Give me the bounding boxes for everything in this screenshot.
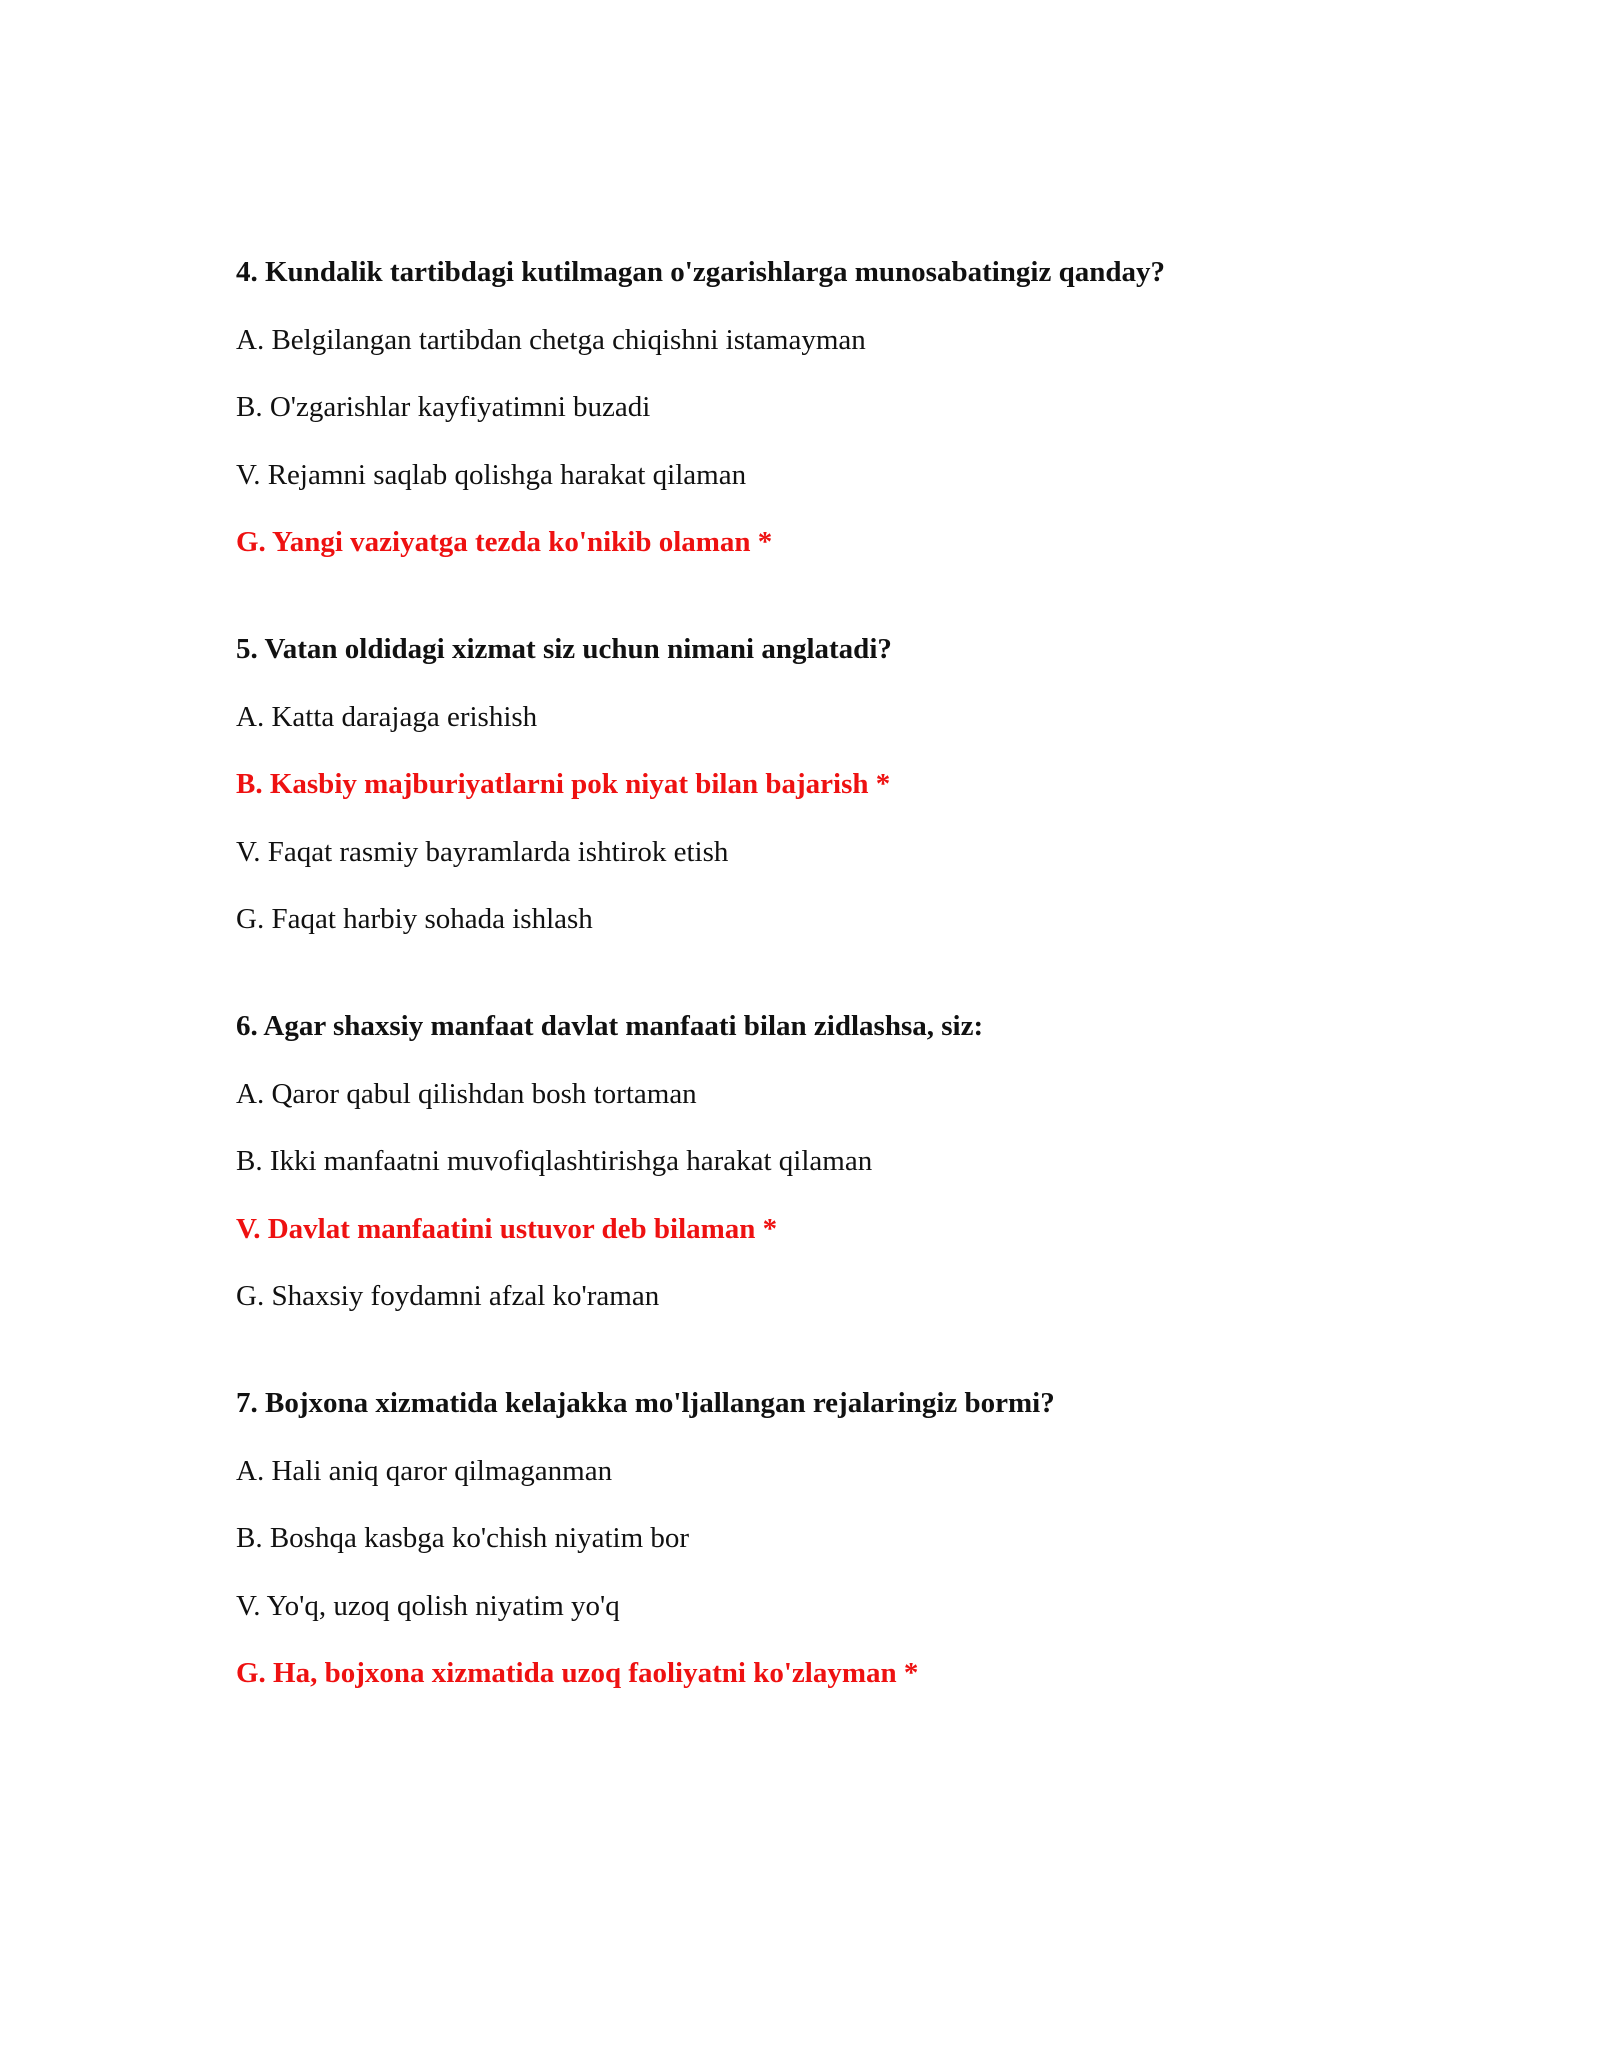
question-title: 6. Agar shaxsiy manfaat davlat manfaati bilan zidlashsa, siz: (236, 1010, 984, 1042)
question-title: 7. Bojxona xizmatida kelajakka mo'ljallangan rejalaringiz bormi? (236, 1387, 1055, 1419)
correct-answer-option-g: G. Ha, bojxona xizmatida uzoq faoliyatni ko'zlayman * (236, 1657, 919, 1689)
question-list (236, 252, 1436, 1760)
answer-option-g: G. Faqat harbiy sohada ishlash (236, 903, 593, 935)
answer-option-v: V. Faqat rasmiy bayramlarda ishtirok etish (236, 835, 729, 868)
answer-option-a: A. Hali aniq qaror qilmaganman (236, 1454, 613, 1487)
question-4 (236, 252, 1436, 562)
correct-answer-option-g: G. Yangi vaziyatga tezda ko'nikib olaman * (236, 526, 773, 558)
answer-option-a: A. Belgilangan tartibdan chetga chiqishni istamayman (236, 323, 866, 356)
answer-option-b: B. O'zgarishlar kayfiyatimni buzadi (236, 391, 651, 423)
answer-option-v: V. Yo'q, uzoq qolish niyatim yo'q (236, 1589, 620, 1622)
question-6 (236, 1006, 1436, 1316)
answer-option-v: V. Rejamni saqlab qolishga harakat qilaman (236, 458, 747, 491)
question-5 (236, 629, 1436, 939)
answer-option-a: A. Katta darajaga erishish (236, 700, 538, 733)
correct-answer-option-b: B. Kasbiy majburiyatlarni pok niyat bilan bajarish * (236, 768, 891, 800)
answer-option-b: B. Ikki manfaatni muvofiqlashtirishga harakat qilaman (236, 1145, 873, 1177)
answer-option-g: G. Shaxsiy foydamni afzal ko'raman (236, 1280, 660, 1312)
correct-answer-option-v: V. Davlat manfaatini ustuvor deb bilaman * (236, 1212, 778, 1245)
question-title: 5. Vatan oldidagi xizmat siz uchun nimani anglatadi? (236, 633, 892, 665)
question-7 (236, 1383, 1436, 1693)
answer-option-a: A. Qaror qabul qilishdan bosh tortaman (236, 1077, 697, 1110)
question-title: 4. Kundalik tartibdagi kutilmagan o'zgarishlarga munosabatingiz qanday? (236, 256, 1165, 288)
answer-option-b: B. Boshqa kasbga ko'chish niyatim bor (236, 1522, 690, 1554)
